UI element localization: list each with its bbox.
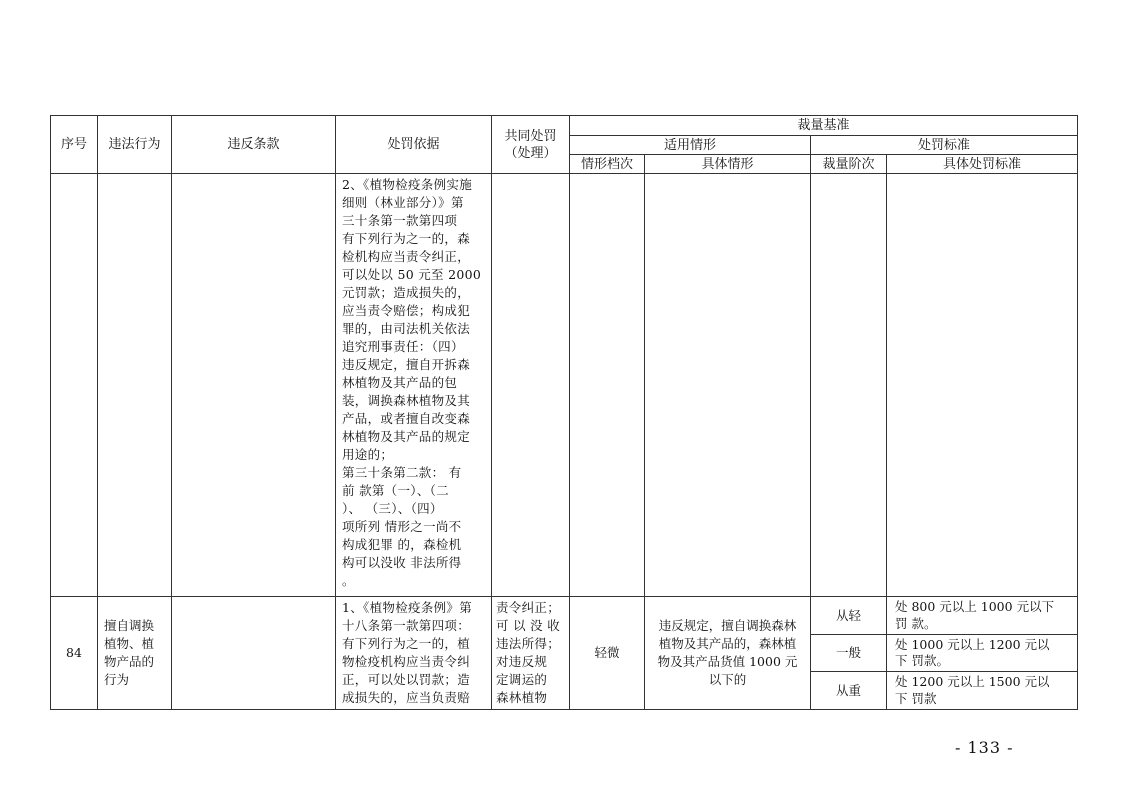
row1-specific-cell [887, 174, 1078, 597]
header-specific: 具体处罚标准 [887, 155, 1078, 174]
header-detail: 具体情形 [645, 155, 811, 174]
header-standard: 处罚标准 [811, 136, 1078, 155]
row1-seq-cell [51, 174, 98, 597]
header-level: 情形档次 [570, 155, 645, 174]
row2-stage-3: 从重 [811, 672, 887, 710]
row2-stage-1: 从轻 [811, 597, 887, 635]
row1-joint-cell [492, 174, 570, 597]
row2-clause-cell [172, 597, 336, 710]
row1-basis-cell: 2、《植物检疫条例实施 细则（林业部分）》第 三十条第一款第四项 有下列行为之一的，森 检机构应当责令纠正， 可以处以 50 元至 2000 元罚款；造成损失的， 应当责令赔偿；构成犯 罪的，由司法机关依法 追究刑事责任：（四） 违反规定，擅自开拆森 林植物及其产品的包 装，调换森林植物及其 产品，或者擅自改变森 林植物及其产品的规定 用途的； 第三十条第二款： 有 前 款第（一）、（二 ）、 （三）、（四） 项所列 情形之一尚不 构成犯罪 的，森检机 构可以没收 非法所得 。 [336, 174, 492, 597]
header-stage: 裁量阶次 [811, 155, 887, 174]
row2-standard-3: 处 1200 元以上 1500 元以 下 罚款 [887, 672, 1078, 710]
row1-violation-cell [98, 174, 172, 597]
row1-detail-cell [645, 174, 811, 597]
row2-detail-cell: 违反规定，擅自调换森林 植物及其产品的，森林植 物及其产品货值 1000 元 以下的 [645, 597, 811, 710]
row2-violation-cell: 擅自调换 植物、植 物产品的 行为 [98, 597, 172, 710]
row2-level-cell: 轻微 [570, 597, 645, 710]
header-clause: 违反条款 [172, 116, 336, 174]
row2-standard-2: 处 1000 元以上 1200 元以 下 罚款。 [887, 635, 1078, 672]
row2-standard-1: 处 800 元以上 1000 元以下 罚 款。 [887, 597, 1078, 635]
header-seq: 序号 [51, 116, 98, 174]
page-number: - 133 - [955, 738, 1014, 757]
header-discretion: 裁量基准 [570, 116, 1078, 136]
header-basis: 处罚依据 [336, 116, 492, 174]
row2-seq-cell: 84 [51, 597, 98, 710]
row1-clause-cell [172, 174, 336, 597]
table-row [51, 174, 1078, 597]
row2-stage-2: 一般 [811, 635, 887, 672]
row2-basis-cell: 1、《植物检疫条例》第 十八条第一款第四项： 有下列行为之一的，植 物检疫机构应当责令纠 正，可以处以罚款；造 成损失的，应当负责赔 [336, 597, 492, 710]
header-violation: 违法行为 [98, 116, 172, 174]
header-joint-penalty: 共同处罚 （处理） [492, 116, 570, 174]
row1-level-cell [570, 174, 645, 597]
row2-joint-cell: 责令纠正； 可 以 没 收 违法所得； 对违反规 定调运的 森林植物 [492, 597, 570, 710]
row1-stage-cell [811, 174, 887, 597]
penalty-table [50, 115, 1078, 710]
header-applicable: 适用情形 [570, 136, 811, 155]
table-row [51, 597, 1078, 635]
